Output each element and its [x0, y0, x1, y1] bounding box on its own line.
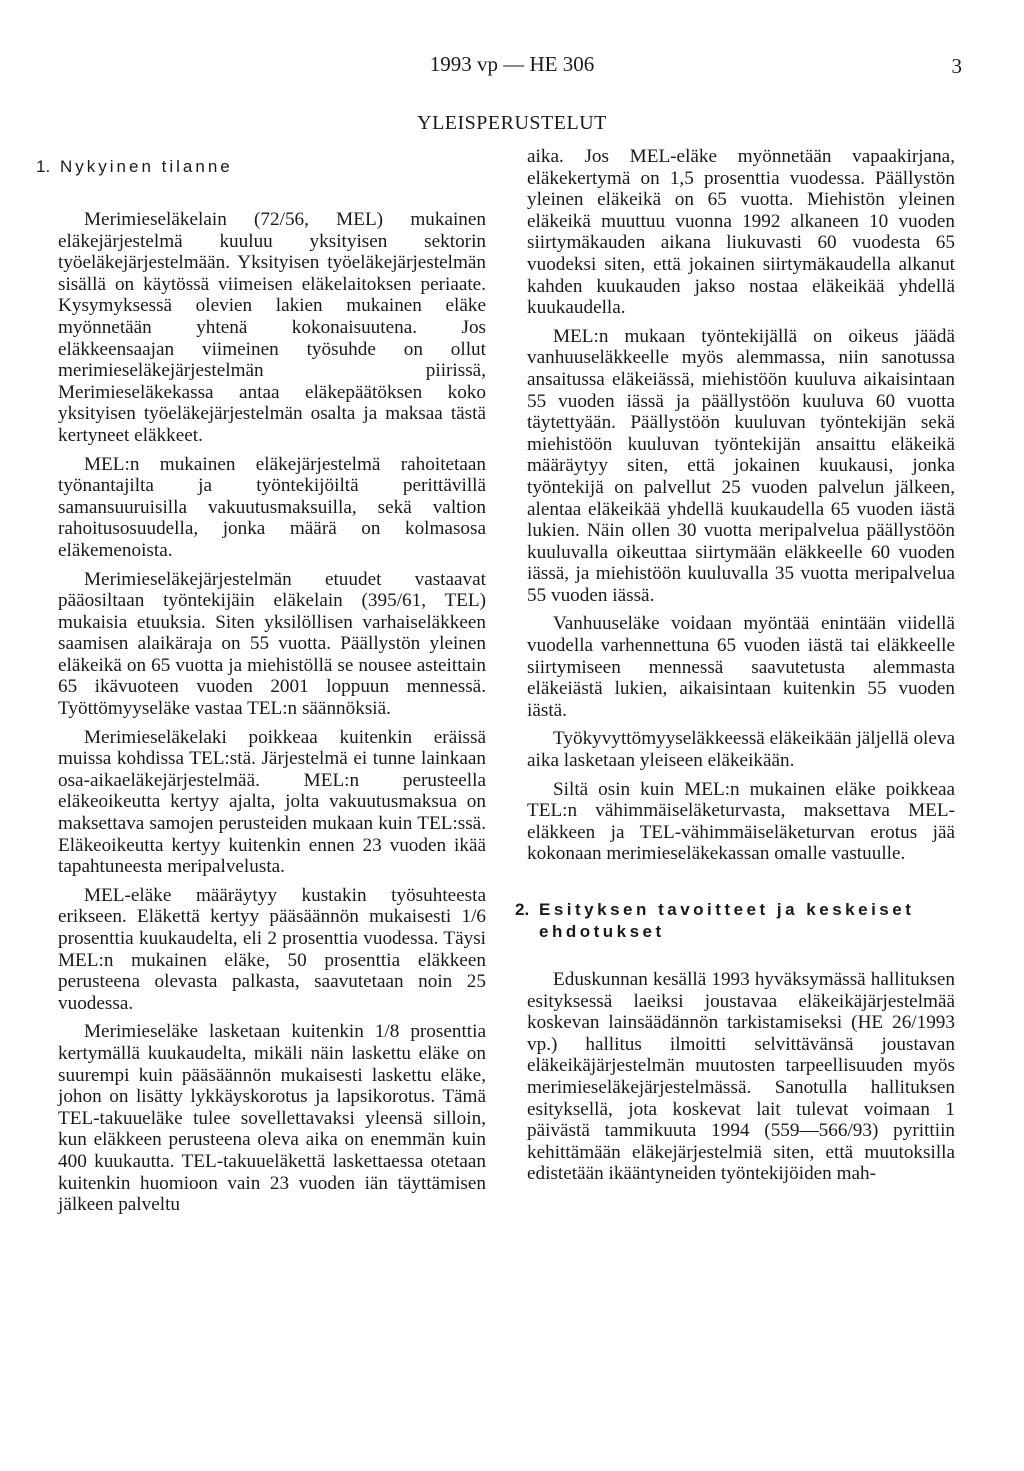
section-2-number: 2.: [515, 900, 530, 919]
page-header: [0, 52, 1024, 82]
paragraph: Siltä osin kuin MEL:n mukainen eläke poikkeaa TEL:n vähimmäiseläketurvasta, maksettava MEL-eläkkeen ja TEL-vähimmäiseläketurvan erotus jää kokonaan merimieseläkekassan omalle vastuulle.: [527, 778, 955, 865]
section-2-title-line2: ehdotukset: [539, 922, 665, 941]
section-1-title: Nykyinen tilanne: [60, 157, 233, 176]
paragraph: Merimieseläkelaki poikkeaa kuitenkin eräissä muissa kohdissa TEL:stä. Järjestelmä ei tunne lainkaan osa-aikaeläkejärjestelmää. MEL:n perusteella eläkeoikeutta kertyy ajalta, jolta vakuutusmaksua on maksettava samojen perusteiden mukaan kuin TEL:ssä. Eläkeoikeutta kertyy kuitenkin ennen 23 vuoden ikää tapahtuneesta meripalvelusta.: [58, 726, 486, 878]
paragraph-continued: aika. Jos MEL-eläke myönnetään vapaakirjana, eläkekertymä on 1,5 prosenttia vuodessa. Päällystön yleinen eläkeikä on 65 vuotta. Miehistön yleinen eläkeikä muuttuu vuonna 1992 alkaneen 10 vuoden siirtymäkauden aikana liukuvasti 60 vuodesta 65 vuodeksi siten, että jokainen siirtymäkaudella alkanut kahden kuukauden jakso nostaa eläkeikää yhdellä kuukaudella.: [527, 146, 955, 319]
paragraph: Merimieseläke lasketaan kuitenkin 1/8 prosenttia kertymällä kuukaudelta, mikäli näin laskettu eläke on suurempi kuin pääsäännön mukaisesti laskettu eläke, johon on lisätty lykkäyskorotus ja lapsikorotus. Tämä TEL-takuueläke tulee sovellettavaksi yleensä silloin, kun eläkkeen perusteena oleva aika on enemmän kuin 400 kuukautta. TEL-takuueläkettä laskettaessa otetaan kuitenkin huomioon vain 23 vuoden iän täyttämisen jälkeen palveltu: [58, 1021, 486, 1216]
paragraph: Merimieseläkelain (72/56, MEL) mukainen eläkejärjestelmä kuuluu yksityisen sektorin työeläkejärjestelmään. Yksityisen työeläkejärjestelmän sisällä on käytössä viimeisen eläkelaitoksen periaate. Kysymyksessä olevien lakien mukainen eläke myönnetään yhtenä kokonaisuutena. Jos eläkkeensaajan viimeinen työsuhde on ollut merimieseläkejärjestelmän piirissä, Merimieseläkekassa antaa eläkepäätöksen koko yksityisen työeläkejärjestelmän osalta ja maksaa tästä kertyneet eläkkeet.: [58, 209, 486, 446]
paragraph: Merimieseläkejärjestelmän etuudet vastaavat pääosiltaan työntekijäin eläkelain (395/61, TEL) mukaisia etuuksia. Siten yksilöllisen varhaiseläkkeen saamisen alaikäraja on 55 vuotta. Päällystön yleinen eläkeikä on 65 vuotta ja miehistöllä se nousee asteittain 65 ikävuoteen vuoden 2001 loppuun mennessä. Työttömyyseläke vastaa TEL:n säännöksiä.: [58, 568, 486, 720]
paragraph: MEL:n mukaan työntekijällä on oikeus jäädä vanhuuseläkkeelle myös alemmassa, niin sanotussa ansaitussa eläkeiässä, miehistöön kuuluva aikaisintaan 55 vuoden iässä ja päällystöön kuuluva 60 vuotta täytettyään. Päällystöön kuuluvan työntekijän sekä miehistöön kuuluvan työntekijän ansaittu eläkeikä määräytyy siten, että jokainen kuukausi, jonka työntekijä on palvellut 25 vuoden palvelun jälkeen, alentaa eläkeikää yhdellä kuukaudella 65 vuoden iästä lukien. Näin ollen 30 vuotta meripalvelua päällystöön kuuluvalla oikeuttaa siirtymään eläkkeelle 60 vuoden iässä, ja miehistöön kuuluvalla 35 vuotta meripalvelua 55 vuoden iässä.: [527, 325, 955, 606]
section-2-heading: [515, 899, 955, 943]
section-1-number: 1.: [36, 157, 51, 176]
right-column: [515, 146, 955, 1192]
document-reference: 1993 vp — HE 306: [429, 52, 595, 76]
paragraph: Vanhuuseläke voidaan myöntää enintään viidellä vuodella varhennettuna 65 vuoden iästä tai eläkkeelle siirtymiseen mennessä saavutetusta alemmasta eläkeiästä lukien, aikaisintaan kuitenkin 55 vuoden iästä.: [527, 613, 955, 721]
paragraph: MEL:n mukainen eläkejärjestelmä rahoitetaan työnantajilta ja työntekijöiltä perittävillä samansuuruisilla vakuutusmaksuilla, sekä valtion rahoitusosuudella, jonka määrä on kolmasosa eläkemenoista.: [58, 453, 486, 561]
section-2-title-line1: Esityksen tavoitteet ja keskeiset: [539, 900, 915, 919]
page-number: 3: [951, 54, 962, 78]
paragraph: MEL-eläke määräytyy kustakin työsuhteesta erikseen. Eläkettä kertyy pääsäännön mukaisesti 1/6 prosenttia kuukaudelta, eli 2 prosenttia vuodessa. Täysi MEL:n mukainen eläke, 50 prosenttia eläkkeen perusteena olevasta palkasta, saavutetaan noin 25 vuodessa.: [58, 884, 486, 1014]
left-column: [36, 146, 486, 1223]
section-1-heading: [36, 156, 486, 178]
main-heading: YLEISPERUSTELUT: [417, 112, 607, 134]
paragraph: Eduskunnan kesällä 1993 hyväksymässä hallituksen esityksessä laeiksi joustavaa eläkeikäjärjestelmää koskevan lainsäädännön tarkistamiseksi (HE 26/1993 vp.) hallitus ilmoitti selvittävänsä joustavan eläkeikäjärjestelmän muutosten tarpeellisuuden myös merimieseläkejärjestelmässä. Sanotulla hallituksen esityksellä, jota koskevat lait tulevat voimaan 1 päivästä tammikuuta 1994 (559—566/93) pyrittiin kehittämään eläkejärjestelmiä siten, että muutoksilla edistetään ikääntyneiden työntekijöiden mah-: [527, 969, 955, 1185]
paragraph: Työkyvyttömyyseläkkeessä eläkeikään jäljellä oleva aika lasketaan yleiseen eläkeikään.: [527, 728, 955, 772]
